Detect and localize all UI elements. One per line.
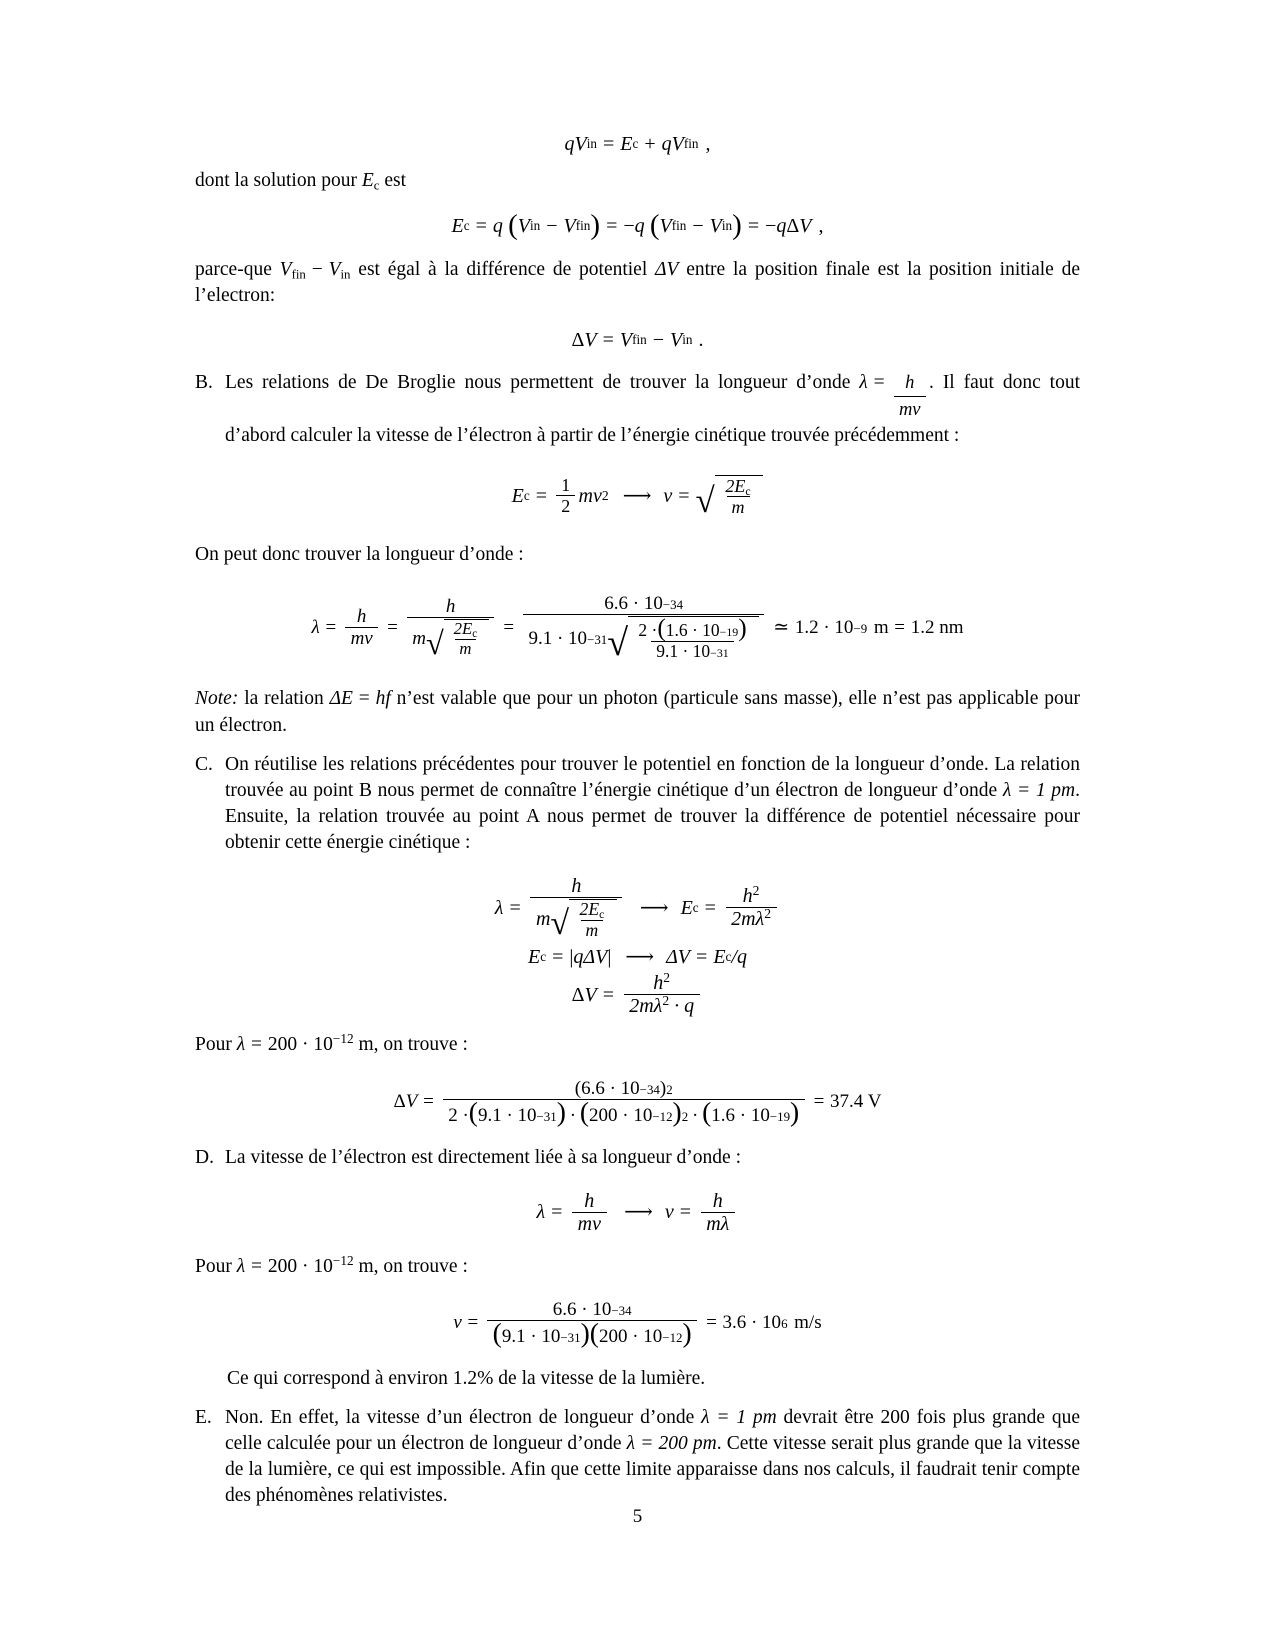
- sqrt-num-c: c: [745, 484, 751, 499]
- item-body-C: [225, 752, 1080, 857]
- equation-C-deltaV-formula: [195, 970, 1080, 1018]
- D1-lambda: λ: [536, 1201, 546, 1224]
- dv-paren-c1: ): [556, 1095, 566, 1127]
- text-B-1: Les relations de De Broglie nous permettent de trouver la longueur d’onde: [225, 371, 860, 393]
- q-2: q: [634, 214, 645, 237]
- list-item-B: [195, 370, 1080, 450]
- item-label-D: D.: [195, 1146, 214, 1168]
- C1-h2: h: [742, 885, 753, 908]
- D1-h: h: [584, 1189, 595, 1212]
- sub-in-inline: in: [340, 267, 351, 282]
- item-label-B: B.: [195, 371, 213, 393]
- item-label-E: E.: [195, 1406, 212, 1428]
- vn-den-1: 9.1 · 10: [501, 1325, 561, 1347]
- C2-Ec: E: [713, 946, 726, 969]
- pour-b-lambda: λ: [236, 1255, 246, 1277]
- equation-v-numeric: v = 6.6 · 10 −34 ( 9.1 · 10 −31 ) ( 200 · 10 −12 ) = 3.6 · 10 6 m/s: [453, 1298, 822, 1348]
- half-num: 1: [561, 475, 571, 496]
- paragraph-ce-qui-correspond: Ce qui correspond à environ 1.2% de la vitesse de la lumière.: [227, 1367, 706, 1389]
- C1-2Ec-den: m: [581, 920, 604, 940]
- page-number: 5: [632, 1506, 643, 1527]
- text-before-symbol: dont la solution pour: [195, 170, 362, 191]
- C3-den-a: 2mλ: [629, 995, 663, 1018]
- lam-mv: mv: [345, 627, 378, 648]
- C2-q: q: [573, 946, 584, 969]
- inner-num-a: 2 ·: [638, 620, 658, 641]
- text-parceque-3: entre la position finale est la position initiale de l’electron:: [195, 259, 1081, 307]
- lam-numerator: 6.6 · 10: [604, 593, 663, 615]
- text-parceque-2: est égal à la différence de potentiel: [350, 259, 656, 281]
- frac-num-h: h: [905, 371, 915, 393]
- D1-arrow: ⟶: [624, 1201, 651, 1224]
- vn-paren-o2: (: [589, 1316, 599, 1348]
- dv-num-a: 6.6 · 10: [581, 1077, 640, 1099]
- text-E-2: devrait être 200 fois plus grande que celle calculée pour un électron de longueur d’onde: [225, 1406, 1081, 1454]
- equation-energy-balance: q V in = E c + q V fin ,: [564, 133, 711, 155]
- paren-close-1: ): [590, 209, 601, 242]
- dv-den-3: 200 · 10: [589, 1104, 653, 1126]
- vn-paren-c2: ): [682, 1316, 692, 1348]
- symbol-V: V: [574, 133, 587, 155]
- D1-eq2: =: [679, 1201, 691, 1224]
- pour-b-eq: =: [251, 1255, 263, 1277]
- note-text-1: la relation: [238, 688, 330, 710]
- pour-b-t1: Pour: [195, 1255, 237, 1277]
- pour-a-lambda: λ: [236, 1034, 246, 1056]
- item-label-C: C.: [195, 753, 213, 775]
- lam-unit-m: m: [873, 616, 889, 638]
- pour-a-eq: =: [251, 1034, 263, 1056]
- E-lambda-1pm: λ = 1 pm: [701, 1406, 777, 1428]
- symbol-q: q: [564, 133, 575, 155]
- dv-num-open: (: [574, 1077, 582, 1099]
- paragraph-pour-lambda-a: [195, 1032, 1080, 1058]
- period: .: [698, 328, 704, 351]
- paragraph-parce-que: [195, 257, 1080, 309]
- paragraph-on-peut-donc: On peut donc trouver la longueur d’onde :: [195, 544, 524, 566]
- inner-den: 9.1 · 10: [656, 640, 711, 661]
- vn-result: 3.6 · 10: [722, 1312, 782, 1334]
- half-den: 2: [556, 495, 575, 515]
- V-fin: V: [619, 328, 633, 351]
- C1-eq: =: [509, 896, 521, 919]
- dv-den-1: 2 ·: [448, 1104, 469, 1126]
- lam-2Ec-c: c: [472, 628, 478, 641]
- symbol-E: E: [361, 170, 374, 191]
- C3-den-b: · q: [669, 995, 695, 1018]
- C3-V: V: [584, 983, 597, 1006]
- equals-kin2: =: [678, 484, 690, 507]
- Ec-E: E: [451, 214, 464, 237]
- list-item-D: [195, 1145, 1080, 1171]
- operator-plus: +: [644, 133, 656, 155]
- V-sym: V: [584, 328, 597, 351]
- C3-delta: Δ: [571, 983, 585, 1006]
- vn-num: 6.6 · 10: [552, 1298, 612, 1320]
- q-1: q: [492, 214, 503, 237]
- vn-paren-o1: (: [492, 1316, 502, 1348]
- delta-E-inline: ΔE: [329, 688, 353, 710]
- V-3: V: [659, 214, 672, 237]
- C1-den-sup: 2: [764, 906, 772, 922]
- pour-a-val: 200 · 10: [267, 1034, 333, 1056]
- dv-delta: Δ: [393, 1091, 406, 1112]
- comma: ,: [705, 133, 711, 155]
- sqrt-inner-numeric: √ 2 · ( 1.6 · 10 −19 ) 9.1 · 10 −31: [607, 616, 759, 660]
- paragraph-note: [195, 686, 1080, 738]
- v-kin: v: [593, 484, 602, 507]
- paren-open-2: (: [649, 209, 660, 242]
- C3-eq: =: [602, 983, 615, 1006]
- dv-paren-o3: (: [702, 1095, 712, 1127]
- D1-eq: =: [551, 1201, 563, 1224]
- lambda-1pm: λ = 1 pm: [1002, 779, 1076, 801]
- comma-2: ,: [818, 214, 824, 237]
- C1-E: E: [680, 896, 693, 919]
- inner-paren-close: ): [738, 614, 747, 643]
- m-kin: m: [578, 484, 593, 507]
- C2-deltaV: ΔV: [583, 946, 608, 969]
- vn-v: v: [453, 1312, 462, 1334]
- minus: −: [652, 328, 665, 351]
- eq-l4: =: [894, 616, 905, 638]
- hf-inline: hf: [375, 688, 391, 710]
- C3-num-sup: 2: [663, 970, 671, 986]
- text-E-3: . Cette vitesse serait plus grande que la vitesse de la lumière, ce qui est impossible. Afin que cette limite apparaisse dans nos calculs, il faudrait tenir compte des phénomènes relativistes.: [225, 1433, 1080, 1507]
- symbol-E: E: [620, 133, 633, 155]
- vn-paren-c1: ): [580, 1316, 590, 1348]
- delta-1: Δ: [786, 214, 800, 237]
- C2-slash-q: /q: [731, 946, 747, 969]
- lam-2Ec-den: m: [455, 639, 476, 658]
- E-kin: E: [511, 484, 524, 507]
- paragraph-dont-la-solution: [195, 168, 1080, 194]
- pour-b-t2: m, on trouve :: [353, 1255, 468, 1277]
- dv-paren-o2: (: [579, 1095, 590, 1127]
- item-body-D: La vitesse de l’électron est directement liée à sa longueur d’onde :: [225, 1146, 741, 1168]
- pour-a-t1: Pour: [195, 1034, 237, 1056]
- pour-b-val: 200 · 10: [267, 1255, 333, 1277]
- equals-2: =: [606, 214, 618, 237]
- symbol-q2: q: [661, 133, 672, 155]
- sqrt-num-2Ec: 2E: [725, 476, 746, 497]
- E-lambda-200pm: λ = 200 pm: [626, 1433, 717, 1454]
- C3-num-h: h: [653, 972, 664, 995]
- lam-2Ec: 2E: [453, 619, 473, 639]
- eq-l2: =: [387, 616, 398, 638]
- equation-delta-V-definition: Δ V = V fin − V in .: [571, 328, 704, 351]
- dv-num-close: ): [659, 1077, 667, 1099]
- text-parceque-1: parce-que: [195, 259, 280, 281]
- C1-2Ec-c: c: [599, 908, 605, 922]
- V-in: V: [670, 328, 683, 351]
- equation-D-lambda-v: [195, 1191, 1080, 1234]
- pour-a-t2: m, on trouve :: [353, 1034, 468, 1056]
- q-3: q: [776, 214, 787, 237]
- item-body-B: [225, 370, 1080, 450]
- lam-den-first: 9.1 · 10: [528, 627, 588, 649]
- equals: =: [602, 328, 614, 351]
- equals-3: =: [747, 214, 760, 237]
- D1-mv: mv: [572, 1212, 607, 1234]
- text-after-symbol: est: [379, 170, 407, 191]
- note-label: Note:: [195, 688, 239, 710]
- item-body-E: [225, 1405, 1080, 1510]
- V-fin-inline: V: [279, 259, 292, 281]
- frac-den-mv: mv: [894, 396, 926, 423]
- dv-cdot-2: ·: [691, 1104, 699, 1126]
- D1-mlambda: mλ: [701, 1212, 735, 1234]
- operator-equals: =: [602, 133, 615, 155]
- note-text-2: n’est valable que pour un photon (particule sans masse), elle n’est pas applicable pour un électron.: [195, 688, 1080, 736]
- eq-l1: =: [325, 616, 337, 638]
- D1-v: v: [664, 1201, 674, 1224]
- equals-kin: =: [535, 484, 548, 507]
- C1-sqrt: √ $\frac{2Ec}{m}$: [550, 899, 616, 939]
- C1-h: h: [571, 875, 582, 898]
- equation-C-Ec-qdeltaV: E c = | q ΔV | ⟶ ΔV = E c /q: [528, 946, 747, 969]
- vn-den-2: 200 · 10: [598, 1325, 663, 1347]
- symbol-c: c: [373, 178, 380, 193]
- sqrt-2Ec-m-2: √ $\frac{2Ec}{m}$: [426, 619, 489, 657]
- C1-eq2: =: [704, 896, 716, 919]
- dv-V: V: [405, 1091, 418, 1112]
- dv-cdot-1: ·: [569, 1104, 577, 1126]
- V-in-inline: V: [328, 259, 341, 281]
- dv-result: 37.4 V: [830, 1091, 882, 1112]
- dv-den-4: 1.6 · 10: [711, 1104, 770, 1126]
- pour-b-exp: −12: [332, 1252, 354, 1268]
- C1-h2-sup: 2: [752, 883, 760, 899]
- paragraph-pour-lambda-b: [195, 1254, 1080, 1280]
- dv-paren-o1: (: [468, 1095, 478, 1127]
- text-E-1: Non. En effet, la vitesse d’un électron de longueur d’onde: [225, 1406, 702, 1428]
- C3-den-sup: 2: [662, 993, 670, 1009]
- equation-C-lambda-to-Ec: λ = h m √ $\frac{2Ec}{m}$ ⟶ E c = $\frac{h^2}{2m\lambda^2}$: [195, 876, 1080, 939]
- minus-inline: −: [311, 259, 323, 281]
- C2-eq: =: [552, 946, 564, 969]
- lam-h1: h: [356, 605, 367, 627]
- minus-1: −: [546, 214, 558, 237]
- note-equals: =: [358, 688, 370, 710]
- dv-paren-c3: ): [790, 1095, 800, 1127]
- C1-2Ec: 2E: [579, 899, 600, 920]
- dv-eq: =: [423, 1091, 434, 1112]
- C2-eq2: =: [696, 946, 708, 969]
- list-item-E: [195, 1405, 1080, 1510]
- neg-2: −: [765, 214, 777, 237]
- vn-eq2: =: [706, 1312, 717, 1334]
- C2-abs-open: |: [569, 946, 574, 969]
- delta-V-inline: ΔV: [655, 259, 679, 281]
- dv-den-2: 9.1 · 10: [477, 1104, 537, 1126]
- text-B-2: . Il faut donc tout d’abord calculer la vitesse de l’électron à partir de l’énergie cinétique trouvée précédemment :: [225, 371, 1081, 447]
- equation-Ec-expanded: E c = q ( V in − V fin ) = − q ( V fin − V in ) = − q Δ V ,: [451, 209, 824, 242]
- sqrt-den-m: m: [727, 496, 750, 516]
- delta-sym: Δ: [571, 328, 585, 351]
- vn-unit: m/s: [794, 1312, 822, 1334]
- C1-m: m: [535, 908, 551, 931]
- vn-eq: =: [467, 1312, 479, 1334]
- lam-result-nm: 1.2 nm: [910, 616, 964, 638]
- text-C-2: . Ensuite, la relation trouvée au point A nous permet de trouver la différence de potentiel nécessaire pour obtenir cette énergie cinétique :: [225, 779, 1080, 854]
- dv-eq2: =: [813, 1091, 825, 1112]
- equation-kinetic-velocity: E c = $\frac{1}{2}$ m v 2 ⟶ v = √ $\frac{2Ec}{m}$: [195, 475, 1080, 516]
- arrow-kin: ⟶: [622, 484, 650, 507]
- equation-lambda-numeric: λ = $\frac{h}{mv}$ = h m √ $\frac{2Ec}{m}$ = 6.6 · 10 −34 9.1 · 10 −31 √ 2 · ( 1.6 · 10 −19 ) 9.1 · 10 −31 ≃ 1.2 · 10 −9 m = 1.2 nm: [311, 593, 964, 665]
- V-5: V: [799, 214, 812, 237]
- sub-fin-inline: fin: [291, 267, 306, 282]
- lam-h2: h: [445, 596, 456, 618]
- V-4: V: [709, 214, 722, 237]
- paren-open-1: (: [508, 209, 518, 242]
- minus-2: −: [692, 214, 704, 237]
- C1-lambda: λ: [494, 896, 504, 919]
- paren-close-2: ): [732, 209, 742, 242]
- C1-den: 2mλ: [731, 908, 765, 931]
- neg-1: −: [623, 214, 635, 237]
- dv-paren-c2: ): [672, 1095, 682, 1127]
- C2-abs-close: |: [607, 946, 612, 969]
- lambda-lhs: λ: [311, 616, 320, 638]
- inner-paren-open: (: [657, 614, 666, 643]
- C2-deltaV2: ΔV: [666, 946, 691, 969]
- v-result: v: [663, 484, 673, 507]
- equation-deltaV-numeric: Δ V = ( 6.6 · 10 −34 ) 2 2 · ( 9.1 · 10 −31 ) · ( 200 · 10 −12 ) 2 · ( 1.6 · 10 −19 ) = 37.4 V: [393, 1077, 882, 1127]
- lambda-B: λ: [859, 371, 868, 393]
- pour-a-exp: −12: [332, 1031, 354, 1047]
- approx-sign: ≃: [773, 616, 790, 638]
- C2-arrow: ⟶: [625, 946, 653, 969]
- V-2: V: [563, 214, 576, 237]
- inner-num-b: 1.6 · 10: [665, 620, 720, 641]
- C2-E: E: [528, 946, 541, 969]
- D1-h2: h: [712, 1189, 723, 1212]
- lam-m: m: [412, 627, 426, 649]
- list-item-C: [195, 752, 1080, 857]
- lam-result: 1.2 · 10: [794, 616, 854, 638]
- equals-1: =: [475, 214, 487, 237]
- sqrt-2Ec-over-m: √ $\frac{2Ec}{m}$: [696, 475, 764, 516]
- symbol-V2: V: [671, 133, 684, 155]
- equals-B: =: [873, 371, 885, 393]
- text-C-1: On réutilise les relations précédentes pour trouver le potentiel en fonction de la longueur d’onde. La relation trouvée au point B nous permet de connaître l’énergie cinétique d’un électron de longueur d’onde: [225, 753, 1080, 801]
- C1-arrow: ⟶: [639, 896, 667, 919]
- V-1: V: [517, 214, 530, 237]
- eq-l3: =: [503, 616, 515, 638]
